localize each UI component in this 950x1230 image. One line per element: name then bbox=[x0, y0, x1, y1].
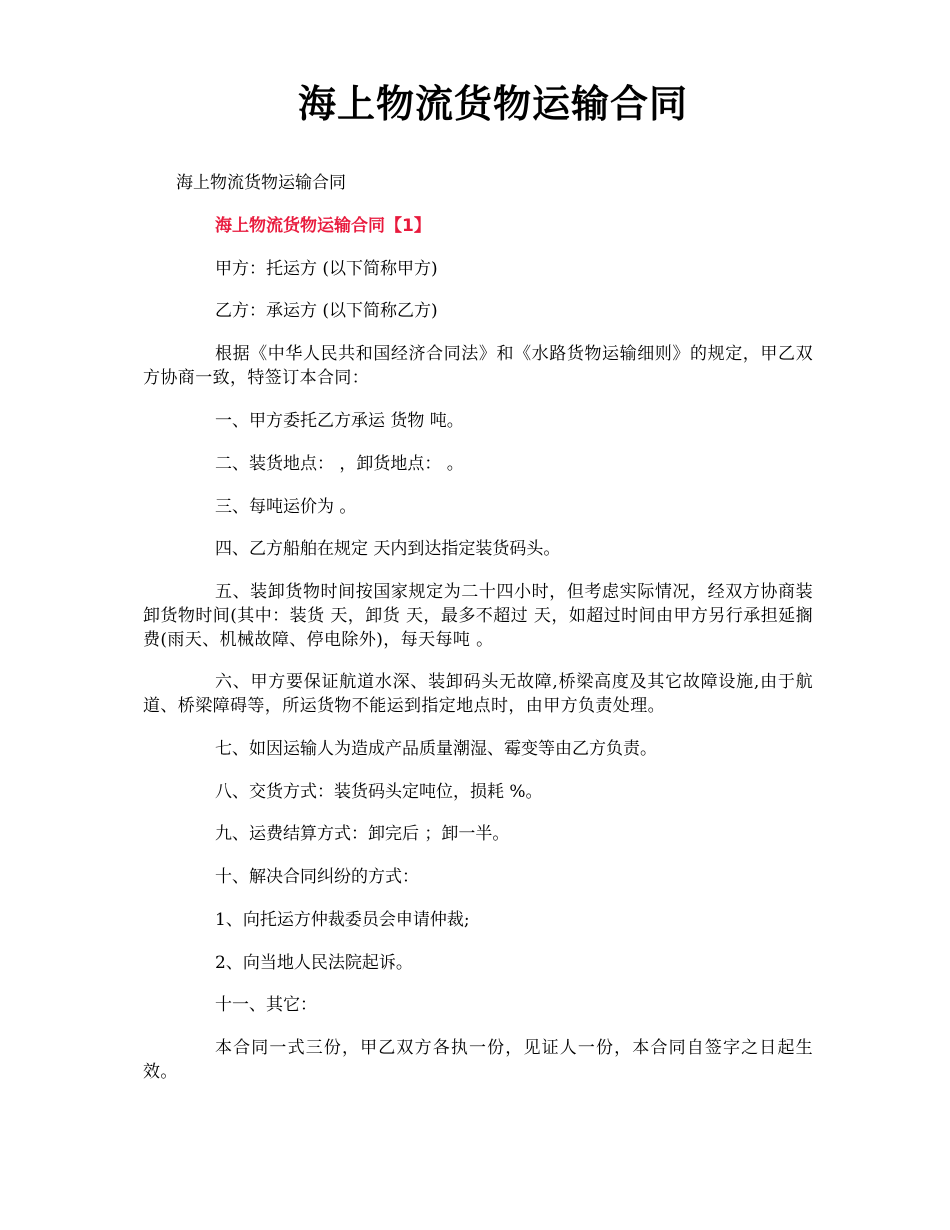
clause-4: 四、乙方船舶在规定 天内到达指定装货码头。 bbox=[215, 539, 561, 559]
clause-7: 七、如因运输人为造成产品质量潮湿、霉变等由乙方负责。 bbox=[215, 739, 657, 759]
clause-6: 六、甲方要保证航道水深、装卸码头无故障,桥梁高度及其它故障设施,由于航道、桥梁障碍等，所运货物不能运到指定地点时，由甲方负责处理。 bbox=[143, 672, 813, 716]
clause-8: 八、交货方式：装货码头定吨位，损耗 %。 bbox=[215, 782, 543, 802]
clause-10: 十、解决合同纠纷的方式： bbox=[215, 867, 419, 887]
clause-10-item-1: 1、向托运方仲裁委员会申请仲裁; bbox=[215, 910, 470, 930]
clause-5: 五、装卸货物时间按国家规定为二十四小时，但考虑实际情况，经双方协商装卸货物时间(其中：装货 天，卸货 天，最多不超过 天，如超过时间由甲方另行承担延搁费(雨天、机械故障、停电除外)，每天每吨 。 bbox=[143, 582, 813, 650]
clause-10-item-2: 2、向当地人民法院起诉。 bbox=[215, 953, 413, 973]
section-heading: 海上物流货物运输合同【1】 bbox=[215, 216, 431, 236]
party-b-line: 乙方：承运方 (以下简称乙方) bbox=[215, 301, 438, 321]
preamble-paragraph: 根据《中华人民共和国经济合同法》和《水路货物运输细则》的规定，甲乙双方协商一致，特签订本合同： bbox=[143, 344, 813, 388]
document-title: 海上物流货物运输合同 bbox=[297, 82, 688, 126]
party-a-line: 甲方：托运方 (以下简称甲方) bbox=[215, 259, 438, 279]
closing-paragraph: 本合同一式三份，甲乙双方各执一份，见证人一份，本合同自签字之日起生效。 bbox=[143, 1038, 813, 1082]
clause-2: 二、装货地点： ，卸货地点： 。 bbox=[215, 454, 464, 474]
document-subtitle: 海上物流货物运输合同 bbox=[176, 173, 346, 193]
clause-11: 十一、其它： bbox=[215, 995, 317, 1015]
clause-9: 九、运费结算方式：卸完后 ；卸一半。 bbox=[215, 824, 510, 844]
clause-1: 一、甲方委托乙方承运 货物 吨。 bbox=[215, 411, 464, 431]
clause-3: 三、每吨运价为 。 bbox=[215, 497, 357, 517]
